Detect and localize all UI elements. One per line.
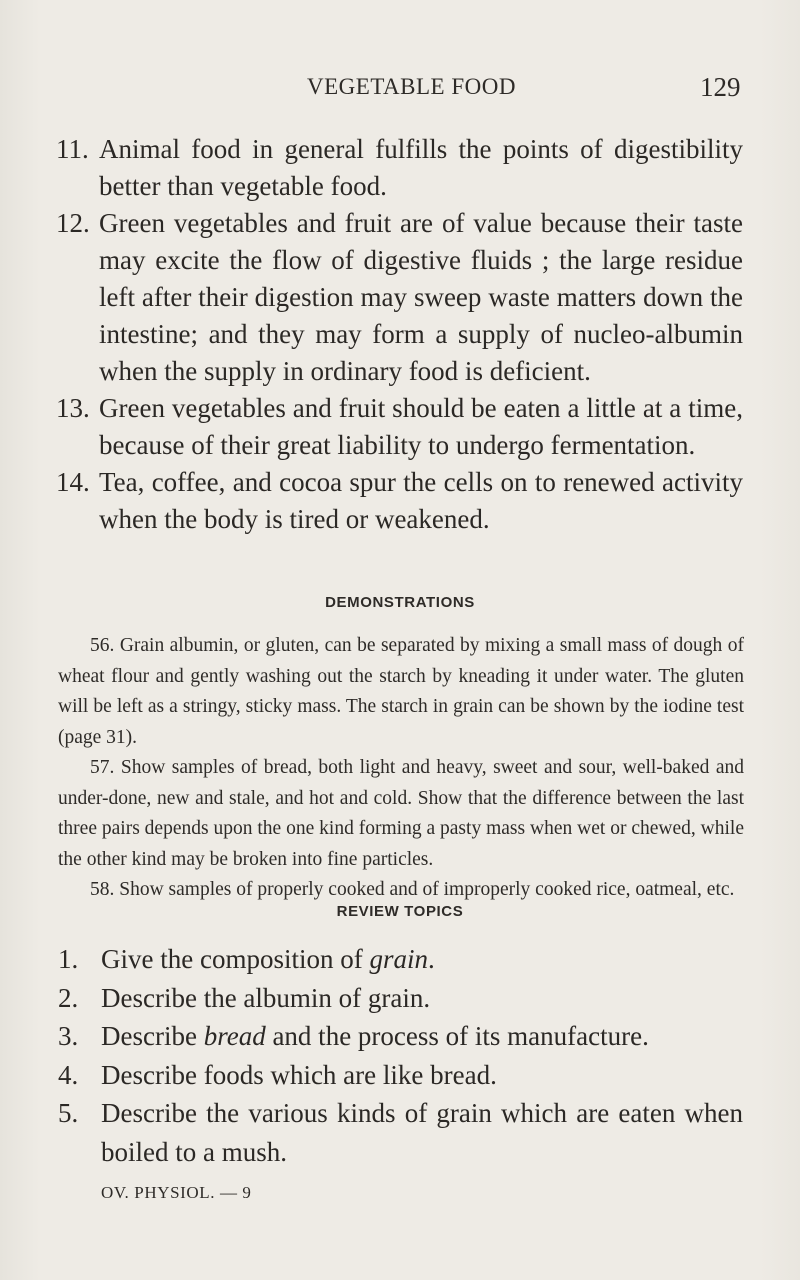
text-part: Describe (101, 1021, 204, 1051)
item-text (101, 1056, 743, 1095)
text-part: . (427, 944, 435, 974)
review-topics-heading: REVIEW TOPICS (336, 903, 464, 920)
demonstration-paragraph: 57. Show samples of bread, both light and heavy, sweet and sour, well-baked and under-done, new and stale, and hot and cold. Show that the difference between the last three pairs depends upon the one kind forming a pasty mass when wet or chewed, while the other kind may be broken into fine particles. (58, 757, 744, 870)
summary-item-12 (0, 205, 800, 390)
item-number: 11. (56, 134, 89, 164)
item-text (101, 1017, 743, 1056)
review-topics-list (0, 940, 800, 1171)
demonstration-paragraph: 56. Grain albumin, or gluten, can be separated by mixing a small mass of dough of wheat flour and gently washing out the starch by kneading it under water. The gluten will be left as a stringy, sticky mass. The starch in grain can be shown by the iodine test (page 31). (58, 635, 744, 748)
text-part: Describe the various kinds of grain which are eaten when boiled to a mush. (101, 1098, 743, 1167)
text-part: Describe the albumin of grain. (101, 982, 431, 1013)
summary-item-13 (0, 390, 800, 464)
review-item-5 (0, 1094, 800, 1171)
text-part: Describe foods which are like bread. (101, 1059, 497, 1090)
review-item-3 (0, 1017, 800, 1056)
item-text: Tea, coffee, and cocoa spur the cells on to renewed activity when the body is tired or weakened. (99, 467, 743, 534)
review-item-1 (0, 940, 800, 979)
item-number: 4. (58, 1059, 79, 1090)
demonstrations-block (58, 631, 744, 906)
item-text: Green vegetables and fruit are of value because their taste may excite the flow of digestive fluids ; the large residue left after their digestion may sweep waste matters down the intestine; and they may form a supply of nucleo-albumin when the supply in ordinary food is deficient. (99, 208, 743, 386)
item-number: 5. (58, 1098, 79, 1128)
summary-item-14 (0, 464, 800, 538)
item-number: 1. (58, 944, 79, 974)
summary-item-11 (0, 131, 800, 205)
italic-term: bread (203, 1021, 266, 1051)
signature-mark: OV. PHYSIOL. — 9 (101, 1183, 252, 1202)
item-number: 2. (58, 982, 79, 1013)
item-number: 14. (56, 467, 90, 497)
text-part: and the process of its manufacture. (265, 1021, 649, 1051)
demonstration-paragraph: 58. Show samples of properly cooked and of improperly cooked rice, oatmeal, etc. (90, 879, 735, 900)
item-text (101, 940, 743, 979)
review-item-4 (0, 1056, 800, 1095)
item-number: 12. (56, 208, 90, 238)
item-text (101, 979, 743, 1018)
italic-term: grain (369, 944, 428, 974)
text-part: Give the composition of (101, 944, 370, 974)
review-item-2 (0, 979, 800, 1018)
running-head (0, 74, 800, 104)
item-text: Animal food in general fulfills the points of digestibility better than vegetable food. (99, 134, 743, 201)
item-text: Green vegetables and fruit should be eaten a little at a time, because of their great liability to undergo fermentation. (99, 393, 743, 460)
item-number: 3. (58, 1021, 79, 1051)
summary-list (0, 131, 800, 538)
item-text (101, 1094, 743, 1171)
demonstrations-heading: DEMONSTRATIONS (325, 594, 475, 611)
item-number: 13. (56, 393, 90, 423)
running-title: VEGETABLE FOOD (307, 74, 516, 99)
page-number: 129 (700, 72, 741, 102)
